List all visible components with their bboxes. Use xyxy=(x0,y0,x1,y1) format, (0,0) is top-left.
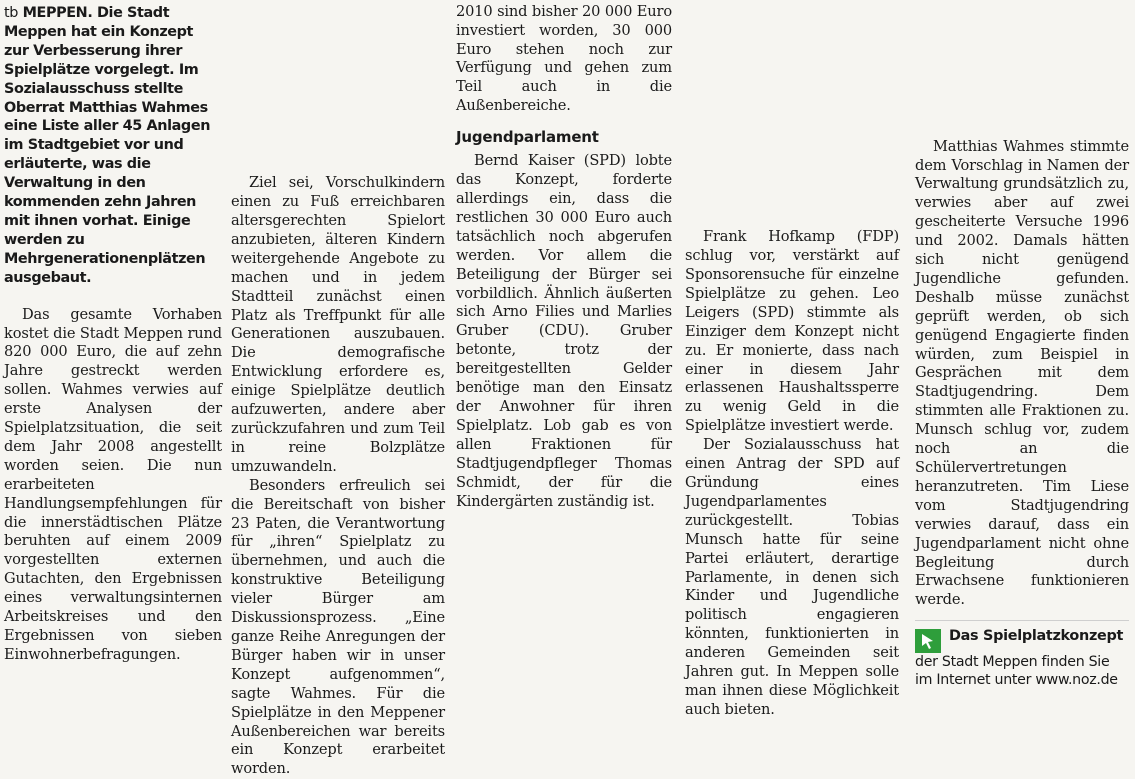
column-2-flow xyxy=(231,0,445,779)
lead-text: MEPPEN. Die Stadt Meppen hat ein Konzept zur Verbesserung ihrer Spielplätze vorgelegt. Im Sozialausschuss stellte Oberrat Matthias Wahmes eine Liste aller 45 Anlagen im Stadtgebiet vor und erläuterte, was die Verwaltung in den kommenden zehn Jahren mit ihnen vorhat. Einige werden zu Mehrgenerationenplätzen ausgebaut. xyxy=(4,5,211,286)
paragraph-costs: Das gesamte Vorhaben kostet die Stadt Meppen rund 820 000 Euro, die auf zehn Jahre gestreckt werden sollen. Wahmes verwies auf erste Analysen der Spielplatzsituation, die seit dem Jahr 2008 angestellt worden seien. Die nun erarbeiteten Handlungsempfehlungen für die innerstädtischen Plätze beruhten auf einem 2009 vorgestellten externen Gutachten, den Ergebnissen eines verwaltungsinternen Arbeitskreises und den Ergebnissen von sieben Einwohnerbefragungen. xyxy=(4,305,222,663)
article-column-3 xyxy=(456,4,672,546)
paragraph-mehrgenerationen: 2010 sind bisher 20 000 Euro investiert worden, 30 000 Euro stehen noch zur Verfügung und gehen zum Teil auch in die Außenbereiche. xyxy=(456,2,672,115)
paragraph-kaiser: Bernd Kaiser (SPD) lobte das Konzept, forderte allerdings ein, dass die restlichen 30 000 Euro auch tatsächlich noch abgerufen werden. Vor allem die Beteiligung der Bürger sei vorbildlich. Ähnlich äußerten sich Arno Filies und Marlies Gruber (CDU). Gruber betonte, trotz der bereitgestellten Gelder benötige man den Einsatz der Anwohner für ihren Spielplatz. Lob gab es von allen Fraktionen für Stadtjugendpfleger Thomas Schmidt, der für die Kindergärten zuständig ist. xyxy=(456,152,672,510)
column-5-flow xyxy=(915,0,1129,689)
info-box-title: Das Spielplatzkonzept xyxy=(949,628,1124,645)
article-column-5 xyxy=(915,4,1129,689)
column-4-flow xyxy=(685,0,899,720)
paragraph-hofkamp: Frank Hofkamp (FDP) schlug vor, verstärkt auf Sponsorensuche für einzelne Spielplätze zu gehen. Leo Leigers (SPD) stimmte als Einziger dem Konzept nicht zu. Er monierte, dass nach einer in diesem Jahr erlassenen Haushaltssperre zu wenig Geld in die Spielplätze investiert werde. xyxy=(685,228,899,435)
column-3-flow xyxy=(456,0,672,511)
paragraph-sozialausschuss: Der Sozialausschuss hat einen Antrag der SPD auf Gründung eines Jugendparlamentes zurückgestellt. Tobias Munsch hatte für seine Partei erläutert, derartige Parlamente, in denen sich Kinder und Jugendliche politisch engagieren könnten, funktionierten in anderen Gemeinden seit Jahren gut. In Meppen solle man ihnen diese Möglichkeit auch bieten. xyxy=(685,436,899,718)
paragraph-sponsors: Besonders erfreulich sei die Bereitschaft von bisher 23 Paten, die Verantwortung für „ihren“ Spielplatz zu übernehmen, und auch die konstruktive Beteiligung vieler Bürger am Diskussionsprozess. „Eine ganze Reihe Anregungen der Bürger haben wir in unser Konzept aufgenommen“, sagte Wahmes. Für die Spielplätze in den Meppener Außenbereichen war bereits ein Konzept erarbeitet worden. xyxy=(231,476,445,778)
paragraph-goals: Ziel sei, Vorschulkindern einen zu Fuß erreichbaren altersgerechten Spielort anzubieten, älteren Kindern weitergehende Angebote zu machen und in jedem Stadtteil zunächst einen Platz als Treffpunkt für alle Generationen auszubauen. Die demografische Entwicklung erfordere es, einige Spielplätze deutlich aufzuwerten, andere aber zurückzufahren und zum Teil in reine Bolzplätze umzuwandeln. xyxy=(231,174,445,475)
article-column-1 xyxy=(4,4,222,663)
info-box xyxy=(915,620,1129,689)
subheading-jugendparlament: Jugendparlament xyxy=(456,128,599,147)
info-box-text: der Stadt Meppen finden Sie im Internet unter www.noz.de xyxy=(915,654,1118,689)
paragraph-wahmes: Matthias Wahmes stimmte dem Vorschlag in Namen der Verwaltung grundsätzlich zu, verwies aber auf zwei gescheiterte Versuche 1996 und 2002. Damals hätten sich nicht genügend Jugendliche gefunden. Deshalb müsse zunächst geprüft werden, ob sich genügend Engagierte finden würden, zum Beispiel in Gesprächen mit dem Stadtjugendring. Dem stimmten alle Fraktionen zu. Munsch schlug vor, zudem noch an die Schülervertretungen heranzutreten. Tim Liese vom Stadtjugendring verwies darauf, dass ein Jugendparlament nicht ohne Begleitung durch Erwachsene funktionieren werde. xyxy=(915,137,1129,609)
article-column-4 xyxy=(685,4,899,718)
article-column-2 xyxy=(231,4,445,778)
author-dateline: tb xyxy=(4,5,18,21)
article-lead xyxy=(4,4,222,288)
cursor-arrow-icon xyxy=(915,629,941,653)
